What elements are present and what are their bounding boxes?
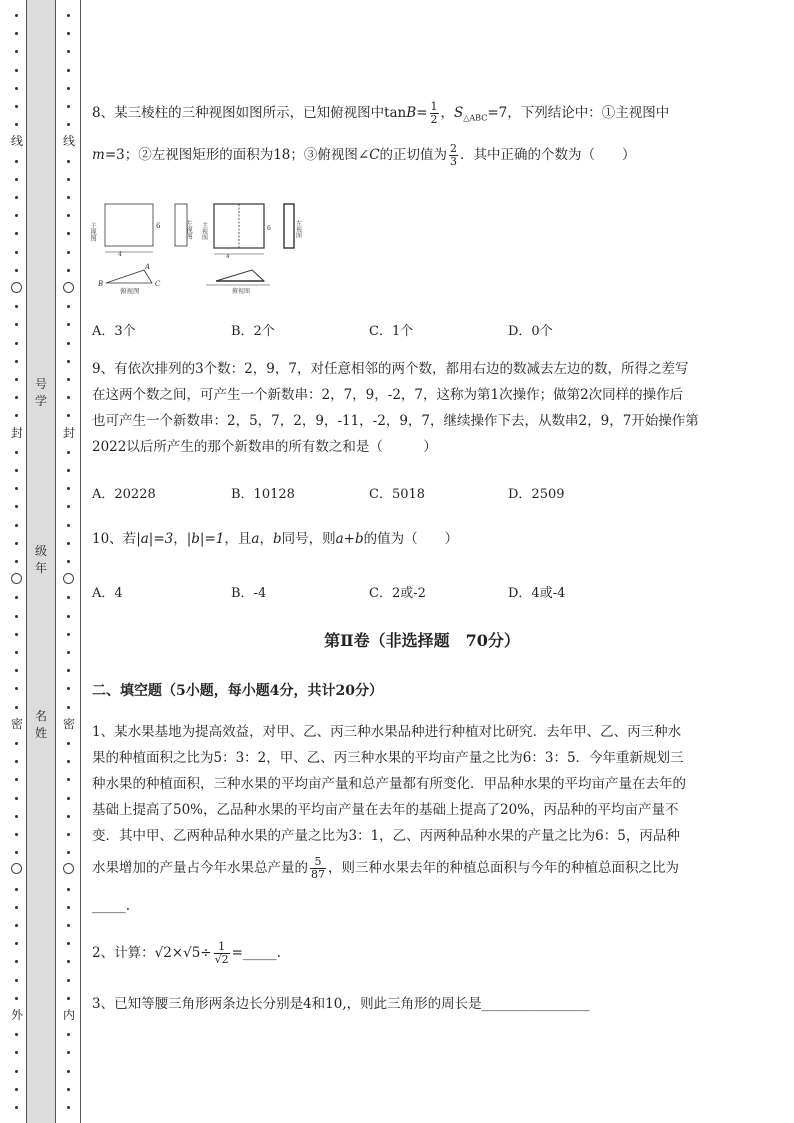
dim-4-label-2: 4 xyxy=(226,254,230,260)
binding-dot xyxy=(15,797,18,800)
binding-dot xyxy=(67,687,70,690)
binding-dot xyxy=(15,14,18,17)
binding-dot xyxy=(67,924,70,927)
binding-dot xyxy=(67,269,70,272)
binding-dot xyxy=(67,778,70,781)
field-name: 名姓 xyxy=(34,709,47,740)
binding-dot xyxy=(15,232,18,235)
fraction-two-thirds: $\frac{2}{3}$ xyxy=(450,142,458,168)
binding-dot xyxy=(67,123,70,126)
fill-2: 2、计算：√2×√5÷ $\frac{1}{√2}$ =_____. xyxy=(92,940,281,966)
binding-dot xyxy=(15,615,18,618)
binding-dot xyxy=(15,196,18,199)
vertex-A-label: A xyxy=(145,263,151,271)
binding-dot xyxy=(67,305,70,308)
q10-option-a[interactable]: A．4 xyxy=(92,586,123,601)
binding-dot xyxy=(15,451,18,454)
binding-dot xyxy=(15,469,18,472)
fill-3: 3、已知等腰三角形两条边长分别是4和10,，则此三角形的周长是________________ xyxy=(92,996,590,1012)
binding-dot xyxy=(15,414,18,417)
q8-option-d[interactable]: D．0个 xyxy=(508,324,553,339)
q9-option-c[interactable]: C．5018 xyxy=(369,487,426,502)
binding-dot xyxy=(67,414,70,417)
binding-dot xyxy=(67,196,70,199)
binding-dot xyxy=(15,833,18,836)
binding-dot xyxy=(67,524,70,527)
fraction-one-half: $\frac{1}{2}$ xyxy=(430,100,438,126)
question-8-line-2: m=3；②左视图矩形的面积为18；③俯视图∠C的正切值为 $\frac{2}{3}$ ．其中正确的个数为（ ） xyxy=(92,142,636,168)
binding-dot xyxy=(67,378,70,381)
binding-dot xyxy=(67,651,70,654)
binding-dot xyxy=(15,1106,18,1109)
binding-dot xyxy=(67,797,70,800)
fill-1-line-2: 果的种植面积之比为5：3：2，甲、乙、丙三种水果的平均亩产量之比为6：3：5．今年重新规划三 xyxy=(92,750,684,766)
binding-dot xyxy=(15,1033,18,1036)
question-9-line-2: 在这两个数之间，可产生一个新数串：2，7，9，-2，7，这称为第1次操作；做第2次同样的操作后 xyxy=(92,387,684,403)
question-8-line-1: 8、某三棱柱的三种视图如图所示，已知俯视图中tanB= $\frac{1}{2}$ ，$S_{\triangle ABC}=7$，下列结论中：①主视图中 xyxy=(92,100,670,126)
binding-dot xyxy=(67,633,70,636)
binding-dot xyxy=(67,251,70,254)
binding-dot xyxy=(67,360,70,363)
binding-dot xyxy=(15,160,18,163)
binding-dot xyxy=(15,942,18,945)
binding-dot xyxy=(15,596,18,599)
binding-dot xyxy=(15,378,18,381)
q9-option-a[interactable]: A．20228 xyxy=(92,487,156,502)
binding-dot xyxy=(67,942,70,945)
field-grade: 级年 xyxy=(34,544,47,575)
binding-dot xyxy=(15,906,18,909)
binding-dot xyxy=(67,1051,70,1054)
binding-dot xyxy=(67,669,70,672)
fill-1-line-1: 1、某水果基地为提高效益，对甲、乙、丙三种水果品种进行种植对比研究．去年甲、乙、丙三种水 xyxy=(92,724,682,740)
binding-dot xyxy=(15,706,18,709)
binding-dot xyxy=(15,742,18,745)
binding-dot xyxy=(15,815,18,818)
binding-dot xyxy=(67,560,70,563)
binding-dot xyxy=(67,706,70,709)
binding-dot xyxy=(67,833,70,836)
binding-dot xyxy=(67,32,70,35)
binding-dot xyxy=(15,960,18,963)
student-info-strip xyxy=(26,0,56,1123)
binding-dot xyxy=(15,560,18,563)
binding-dot xyxy=(15,760,18,763)
binding-dot xyxy=(15,342,18,345)
inner-ring-2 xyxy=(63,573,74,584)
inner-char-xian: 线 xyxy=(62,134,75,148)
left-view-rect-2 xyxy=(284,204,294,248)
binding-dot xyxy=(67,596,70,599)
q9-option-b[interactable]: B．10128 xyxy=(231,487,295,502)
binding-dot xyxy=(15,32,18,35)
dim-6-label: 6 xyxy=(156,222,161,230)
binding-dot xyxy=(67,1070,70,1073)
three-view-figure xyxy=(89,196,332,296)
dim-6-label-2: 6 xyxy=(267,225,271,232)
binding-dot xyxy=(67,69,70,72)
question-9-line-4: 2022以后所产生的那个新数串的所有数之和是（ ） xyxy=(92,439,437,455)
binding-dot xyxy=(15,69,18,72)
fill-1-line-4: 基础上提高了50%，乙品种水果的平均亩产量在去年的基础上提高了20%，丙品种的平均亩产量不 xyxy=(92,802,679,818)
binding-dot xyxy=(67,160,70,163)
binding-dot xyxy=(15,87,18,90)
binding-dot xyxy=(67,1106,70,1109)
binding-dot xyxy=(15,542,18,545)
outer-char-wai: 外 xyxy=(10,1008,23,1022)
binding-dot xyxy=(67,997,70,1000)
binding-dot xyxy=(15,251,18,254)
binding-dot xyxy=(67,960,70,963)
outer-ring-1 xyxy=(11,282,22,293)
section-2-title: 第Ⅱ卷（非选择题 70分） xyxy=(324,631,520,650)
main-view-label-2: 主视图 xyxy=(200,222,208,240)
outer-char-mi: 密 xyxy=(10,717,23,731)
binding-dot xyxy=(67,615,70,618)
fraction-1-over-root2: $\frac{1}{√2}$ xyxy=(214,940,229,966)
inner-char-nei: 内 xyxy=(62,1008,75,1022)
outer-char-xian: 线 xyxy=(10,134,23,148)
binding-dot xyxy=(67,487,70,490)
left-view-label: 左视图 xyxy=(185,220,193,240)
inner-ring-3 xyxy=(63,863,74,874)
binding-dot xyxy=(15,105,18,108)
outer-binding-column xyxy=(10,0,24,1123)
inner-binding-column xyxy=(62,0,76,1123)
binding-dot xyxy=(15,178,18,181)
top-view-triangle xyxy=(106,270,152,283)
inner-ring-1 xyxy=(63,282,74,293)
binding-dot xyxy=(67,451,70,454)
binding-dot xyxy=(15,1088,18,1091)
binding-dot xyxy=(15,924,18,927)
binding-dot xyxy=(15,269,18,272)
binding-dot xyxy=(67,815,70,818)
question-9-line-3: 也可产生一个新数串：2，5，7，2，9，-11，-2，9，7，继续操作下去，从数串2，9，7开始操作第 xyxy=(92,413,699,429)
binding-dot xyxy=(67,87,70,90)
binding-dot xyxy=(67,469,70,472)
binding-dot xyxy=(67,1088,70,1091)
binding-dot xyxy=(67,542,70,545)
q9-option-d[interactable]: D．2509 xyxy=(508,487,565,502)
left-view-label-2: 左视图 xyxy=(294,220,302,238)
outer-char-feng: 封 xyxy=(10,426,23,440)
binding-dot xyxy=(67,1033,70,1036)
outer-ring-2 xyxy=(11,573,22,584)
binding-dot xyxy=(15,778,18,781)
fill-1-answer-blank[interactable]: _____. xyxy=(92,898,131,914)
q8-option-c[interactable]: C．1个 xyxy=(369,324,414,339)
binding-dot xyxy=(15,651,18,654)
q10-option-d[interactable]: D．4或-4 xyxy=(508,586,566,601)
binding-dot xyxy=(67,214,70,217)
fill-in-part-heading: 二、填空题（5小题，每小题4分，共计20分） xyxy=(92,683,383,699)
binding-dot xyxy=(15,305,18,308)
fill-1-line-5: 变．其中甲、乙两种品种水果的产量之比为3：1，乙、丙两种品种水果的产量之比为6：5，丙品种 xyxy=(92,828,680,844)
main-view-label: 主视图 xyxy=(89,222,97,242)
inner-char-feng: 封 xyxy=(62,426,75,440)
binding-dot xyxy=(15,669,18,672)
vertex-C-label: C xyxy=(155,280,161,288)
binding-dot xyxy=(67,178,70,181)
q8-option-a[interactable]: A．3个 xyxy=(92,324,136,339)
binding-dot xyxy=(15,123,18,126)
question-9-line-1: 9、有依次排列的3个数：2，9，7，对任意相邻的两个数，都用右边的数减去左边的数，所得之差写 xyxy=(92,361,689,377)
binding-dot xyxy=(15,323,18,326)
binding-dot xyxy=(67,851,70,854)
field-student-number: 号学 xyxy=(34,377,47,408)
top-view-label-2: 俯视图 xyxy=(232,288,251,295)
outer-ring-3 xyxy=(11,863,22,874)
binding-dot xyxy=(15,50,18,53)
binding-dot xyxy=(15,1051,18,1054)
binding-dot xyxy=(15,524,18,527)
q10-option-b[interactable]: B．-4 xyxy=(231,586,267,601)
binding-dot xyxy=(15,851,18,854)
fill-1-line-6: 水果增加的产量占今年水果总产量的 $\frac{5}{87}$ ，则三种水果去年的种植总面积与今年的种植总面积之比为 xyxy=(92,855,679,881)
fraction-5-87: $\frac{5}{87}$ xyxy=(311,855,325,881)
binding-dot xyxy=(15,396,18,399)
binding-dot xyxy=(67,742,70,745)
question-10: 10、若|a|=3，|b|=1，且a，b同号，则a+b的值为（ ） xyxy=(92,531,459,547)
binding-dot xyxy=(67,232,70,235)
dim-4-label: 4 xyxy=(118,251,122,258)
binding-dot xyxy=(15,633,18,636)
binding-dot xyxy=(67,50,70,53)
inner-char-mi: 密 xyxy=(62,717,75,731)
binding-dot xyxy=(67,323,70,326)
binding-dot xyxy=(15,1070,18,1073)
top-view-label: 俯视图 xyxy=(120,287,140,295)
fill-2-answer-blank[interactable]: =_____. xyxy=(231,945,281,961)
vertex-B-label: B xyxy=(98,280,104,288)
q8-option-b[interactable]: B．2个 xyxy=(231,324,275,339)
binding-dot xyxy=(67,760,70,763)
fill-1-line-3: 种水果的种植面积，三种水果的平均亩产量和总产量都有所变化．甲品种水果的平均亩产量在去年的 xyxy=(92,776,686,792)
binding-dot xyxy=(67,505,70,508)
binding-dot xyxy=(67,979,70,982)
q10-option-c[interactable]: C．2或-2 xyxy=(369,586,426,601)
binding-dot xyxy=(15,487,18,490)
binding-dot xyxy=(15,214,18,217)
binding-dot xyxy=(67,342,70,345)
binding-dot xyxy=(15,888,18,891)
binding-dot xyxy=(67,888,70,891)
inner-column-rule xyxy=(80,0,81,1123)
binding-dot xyxy=(67,906,70,909)
binding-dot xyxy=(15,979,18,982)
binding-dot xyxy=(67,14,70,17)
binding-dot xyxy=(15,997,18,1000)
binding-dot xyxy=(15,360,18,363)
binding-dot xyxy=(67,105,70,108)
main-view-rect xyxy=(105,204,153,246)
binding-dot xyxy=(67,396,70,399)
top-view-triangle-2 xyxy=(216,270,264,281)
binding-dot xyxy=(15,687,18,690)
binding-dot xyxy=(15,505,18,508)
